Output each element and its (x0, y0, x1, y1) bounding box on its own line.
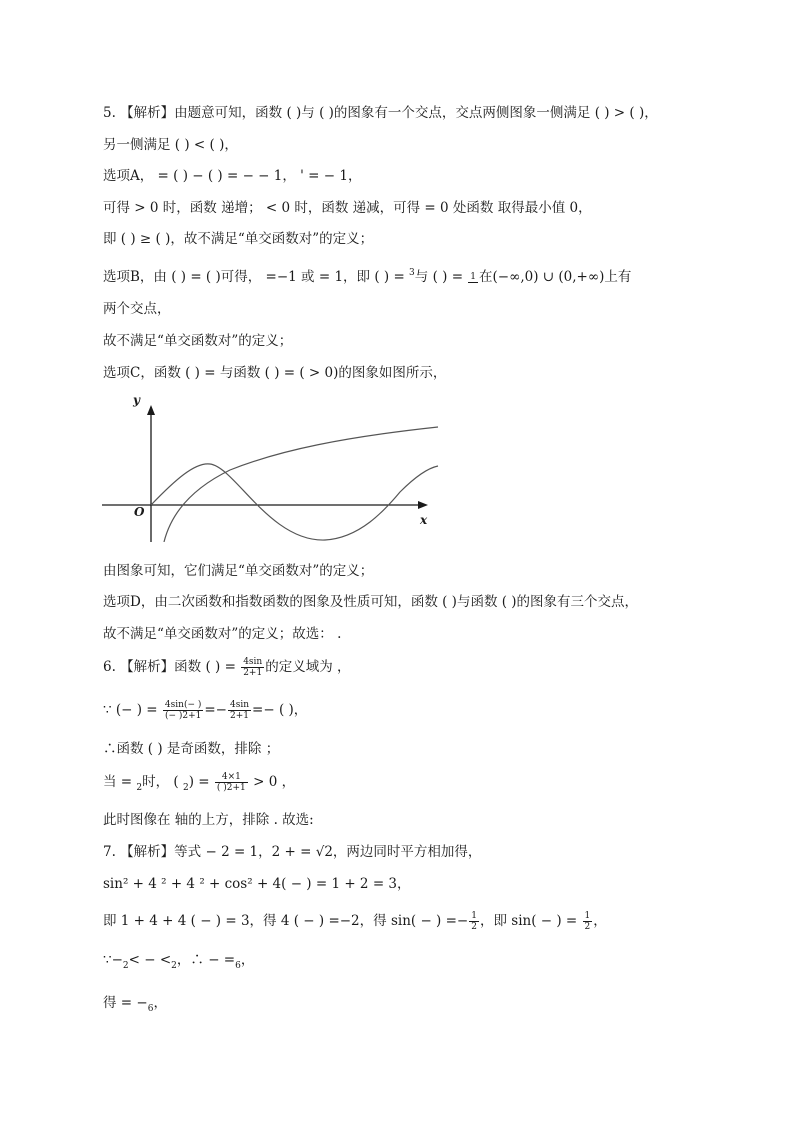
line-q5-intro: 5. 【解析】由题意可知，函数 ( )与 ( )的图象有一个交点，交点两侧图象一侧满足 ( ) > ( )， (103, 105, 658, 121)
function-graph (100, 392, 445, 542)
line-option-a-monotonic: 可得 > 0 时，函数 递增； < 0 时，函数 递减，可得 = 0 处函数 取得最小值 0， (103, 200, 592, 216)
q6-eval-fraction: $\frac{4\times 1}{( )2+1}$ (216, 772, 246, 793)
line-option-b-conclusion: 故不满足“单交函数对”的定义； (103, 333, 293, 349)
q6-odd-fraction-2: $\frac{4\sin}{2+1}$ (230, 700, 250, 721)
line-option-a-conclusion: 即 ( ) ≥ ( )，故不满足“单交函数对”的定义； (103, 231, 374, 247)
option-b-and: 与 ( ) = (414, 269, 468, 285)
line-q6-odd-check (103, 700, 307, 721)
option-b-fraction-num: 1 (470, 272, 477, 282)
q7-half-neg: $\frac{1}{2}$ (471, 911, 477, 932)
q6-fraction-den: 2+1 (243, 668, 263, 678)
q6-domain-text: 的定义域为 ， (265, 659, 351, 675)
line-q7-expand: sin² + 4 ² + 4 ² + cos² + 4( − ) = 1 + 2 = 3， (103, 876, 411, 892)
sqrt-curve (164, 427, 438, 542)
line-q6-odd-function: ∴函数 ( ) 是奇函数，排除 ； (103, 741, 280, 757)
line-q7-result: 得 = $-_6$， (103, 995, 167, 1014)
q6-equals-neg-f: =− ( )， (252, 702, 308, 718)
line-q5-other-side: 另一侧满足 ( ) < ( )， (103, 137, 238, 153)
q6-odd-fraction-1: $\frac{4\sin(- )}{(- )2+1}$ (164, 700, 202, 721)
line-q7-intro: 7. 【解析】等式 − 2 = 1，2 + = √2，两边同时平方相加得， (103, 844, 482, 860)
q7-half-pos: $\frac{1}{2}$ (584, 911, 591, 932)
option-b-fraction (468, 272, 478, 283)
line-two-intersections: 两个交点， (103, 301, 171, 317)
q6-because: ∵ (− ) = (103, 702, 162, 718)
x-axis-arrow (418, 501, 428, 509)
y-axis-arrow (147, 405, 155, 415)
line-q6-intro (103, 657, 351, 678)
line-q6-evaluate: 当 = $_2$时， ( $_2$) = $\frac{4\times 1}{( )2+1}$ > 0 ， (103, 772, 296, 793)
line-option-a: 选项A， = ( ) − ( ) = − − 1， ' = − 1， (103, 168, 362, 184)
q6-equals-minus: =− (204, 702, 227, 718)
x-axis-label: x (420, 513, 428, 527)
q6-fraction-num: 4sin (243, 657, 263, 667)
line-q7-range: $\because-_2< - <_2$，∴ − $=_6$， (103, 952, 255, 971)
option-b-cube: 3 (409, 268, 415, 278)
line-option-d: 选项D，由二次函数和指数函数的图象及性质可知，函数 ( )与函数 ( )的图象有三个交点， (103, 594, 639, 610)
sine-curve (151, 464, 438, 540)
line-q6-conclusion: 此时图像在 轴的上方，排除 . 故选: (103, 812, 314, 828)
origin-label: O (134, 505, 145, 519)
y-axis-label: y (133, 393, 140, 407)
line-q7-sin: 即 1 + 4 + 4 ( − ) = 3，得 4 ( − ) =−2，得 sin( − ) =− $\frac{1}{2}$ ，即 sin( − ) = $\frac{1}{2}$ ， (103, 911, 607, 932)
option-b-text: 选项B，由 ( ) = ( )可得， =−1 或 = 1，即 ( ) = (103, 269, 410, 285)
line-graph-conclusion: 由图象可知，它们满足“单交函数对”的定义； (103, 563, 374, 579)
line-option-c: 选项C，函数 ( ) = 与函数 ( ) = ( > 0)的图象如图所示， (103, 365, 447, 381)
q6-fraction (241, 657, 264, 678)
line-option-d-conclusion: 故不满足“单交函数对”的定义；故选： . (103, 626, 342, 642)
line-option-b (103, 263, 631, 287)
option-b-interval: 在(−∞,0) ∪ (0,+∞)上有 (479, 269, 632, 285)
q6-intro-text: 6. 【解析】函数 ( ) = (103, 659, 241, 675)
q6-when: 当 = (103, 774, 137, 790)
